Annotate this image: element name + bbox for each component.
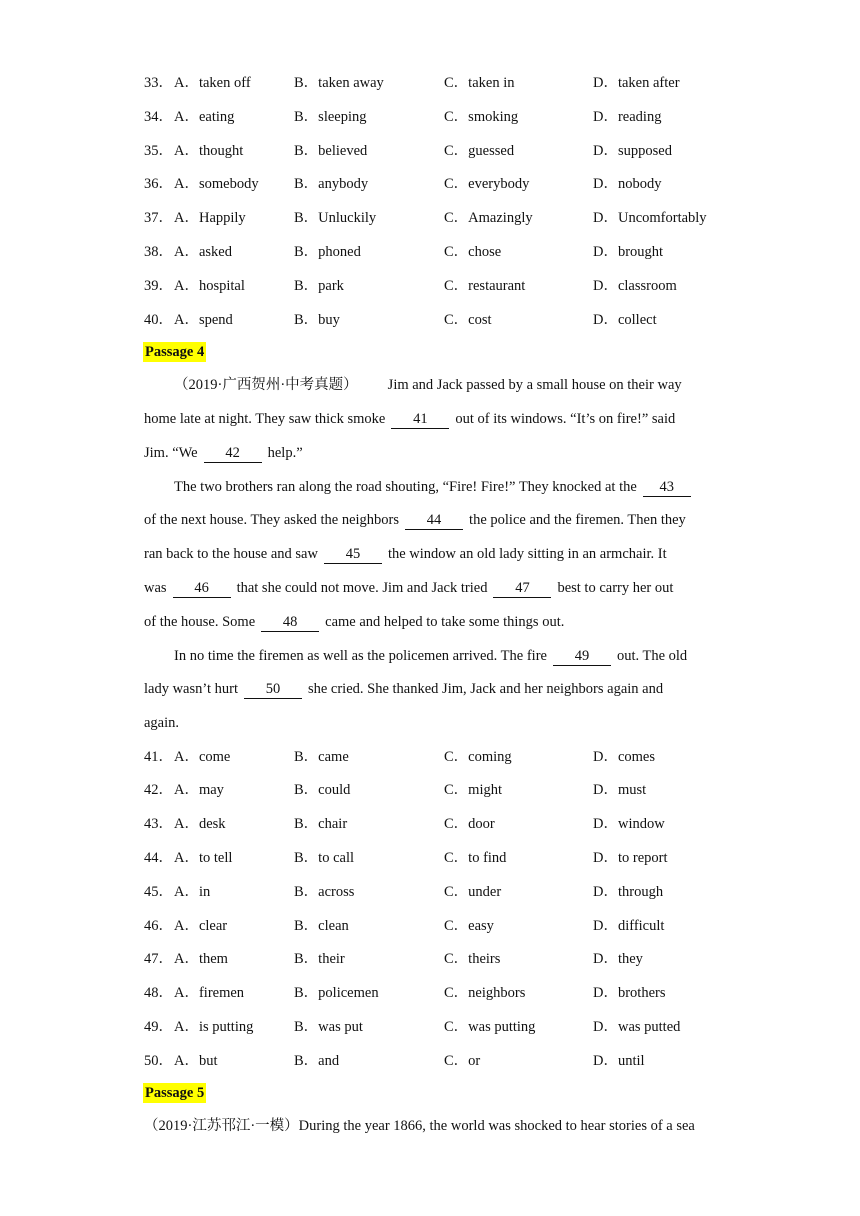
passage-text: out. The old <box>616 648 688 664</box>
option-b: B．anybody <box>294 176 369 192</box>
passage-4-line-3 <box>144 443 303 463</box>
option-a: A．Happily <box>174 210 246 226</box>
option-c: C．Amazingly <box>444 210 533 226</box>
passage-text: came and helped to take some things out. <box>325 614 565 630</box>
option-c: C．guessed <box>444 143 515 159</box>
option-c: C．door <box>444 816 495 832</box>
passage-4-line-9 <box>174 646 687 666</box>
option-d: D．difficult <box>593 918 665 934</box>
option-b: B．Unluckily <box>294 210 377 226</box>
option-c: C．under <box>444 884 502 900</box>
passage-text: of the next house. They asked the neighbors <box>144 512 400 528</box>
passage-text: Jim and Jack passed by a small house on their way <box>387 377 682 393</box>
option-a: A．clear <box>174 918 228 934</box>
question-number: 34． <box>144 109 173 125</box>
blank-43: 43 <box>643 479 691 497</box>
passage-4-line-1 <box>174 375 682 395</box>
option-c: C．cost <box>444 312 492 328</box>
question-number: 49． <box>144 1019 173 1035</box>
blank-48: 48 <box>261 614 319 632</box>
passage-4-line-6 <box>144 544 667 564</box>
option-b: B．was put <box>294 1019 363 1035</box>
option-b: B．clean <box>294 918 349 934</box>
blank-50: 50 <box>244 681 302 699</box>
option-b: B．chair <box>294 816 348 832</box>
option-b: B．believed <box>294 143 368 159</box>
question-number: 44． <box>144 850 173 866</box>
option-row-44 <box>144 848 724 868</box>
option-d: D．nobody <box>593 176 662 192</box>
option-b: B．phoned <box>294 244 361 260</box>
option-b: B．their <box>294 951 345 967</box>
option-a: A．to tell <box>174 850 233 866</box>
passage-source: （2019·广西贺州·中考真题） <box>174 377 358 393</box>
option-row-46 <box>144 916 724 936</box>
option-row-38 <box>144 242 724 262</box>
option-c: C．theirs <box>444 951 501 967</box>
option-b: B．taken away <box>294 75 384 91</box>
option-a: A．may <box>174 782 224 798</box>
option-d: D．brothers <box>593 985 666 1001</box>
question-number: 41． <box>144 749 173 765</box>
option-row-42 <box>144 780 724 800</box>
passage-text: home late at night. They saw thick smoke <box>144 411 386 427</box>
option-row-50 <box>144 1051 724 1071</box>
option-b: B．park <box>294 278 344 294</box>
option-a: A．thought <box>174 143 244 159</box>
passage-text: In no time the firemen as well as the policemen arrived. The fire <box>174 648 547 664</box>
question-number: 40． <box>144 312 173 328</box>
option-d: D．classroom <box>593 278 677 294</box>
option-d: D．until <box>593 1053 645 1069</box>
option-row-35 <box>144 141 724 161</box>
passage-text: help.” <box>267 445 303 461</box>
option-c: C．taken in <box>444 75 515 91</box>
option-row-41 <box>144 747 724 767</box>
passage-text: she cried. She thanked Jim, Jack and her neighbors again and <box>307 681 664 697</box>
question-number: 37． <box>144 210 173 226</box>
passage-text: the police and the firemen. Then they <box>469 512 686 528</box>
blank-44: 44 <box>405 512 463 530</box>
question-number: 39． <box>144 278 173 294</box>
option-c: C．smoking <box>444 109 519 125</box>
passage-5-label: Passage 5 <box>145 1085 205 1101</box>
option-d: D．was putted <box>593 1019 681 1035</box>
option-d: D．taken after <box>593 75 680 91</box>
blank-42: 42 <box>204 445 262 463</box>
blank-45: 45 <box>324 546 382 564</box>
option-b: B．sleeping <box>294 109 367 125</box>
question-number: 38． <box>144 244 173 260</box>
question-number: 36． <box>144 176 173 192</box>
option-a: A．firemen <box>174 985 245 1001</box>
option-a: A．is putting <box>174 1019 254 1035</box>
question-number: 48． <box>144 985 173 1001</box>
option-row-34 <box>144 107 724 127</box>
option-row-33 <box>144 73 724 93</box>
blank-46: 46 <box>173 580 231 598</box>
option-c: C．was putting <box>444 1019 536 1035</box>
option-b: B．to call <box>294 850 355 866</box>
passage-5-line-1: （2019·江苏邗江·一模）During the year 1866, the world was shocked to hear stories of a sea <box>144 1118 695 1134</box>
option-d: D．reading <box>593 109 662 125</box>
option-d: D．to report <box>593 850 668 866</box>
blank-41: 41 <box>391 411 449 429</box>
option-d: D．must <box>593 782 647 798</box>
passage-4-line-11 <box>144 713 179 733</box>
passage-4-line-10 <box>144 679 663 699</box>
passage-4-line-2 <box>144 409 675 429</box>
option-row-37 <box>144 208 724 228</box>
option-row-47 <box>144 949 724 969</box>
passage-4-label: Passage 4 <box>145 344 205 360</box>
passage-text: lady wasn’t hurt <box>144 681 238 697</box>
option-a: A．but <box>174 1053 218 1069</box>
passage-text: that she could not move. Jim and Jack tried <box>236 580 488 596</box>
passage-text: The two brothers ran along the road shouting, “Fire! Fire!” They knocked at the <box>174 479 637 495</box>
passage-4-line-5 <box>144 510 686 530</box>
option-row-49 <box>144 1017 724 1037</box>
passage-text: the window an old lady sitting in an armchair. It <box>387 546 667 562</box>
question-number: 33． <box>144 75 173 91</box>
passage-4-line-4 <box>174 477 697 497</box>
option-b: B．and <box>294 1053 340 1069</box>
option-a: A．them <box>174 951 228 967</box>
option-b: B．buy <box>294 312 340 328</box>
passage-4-line-7 <box>144 578 673 598</box>
passage-text: of the house. Some <box>144 614 256 630</box>
option-row-43 <box>144 814 724 834</box>
option-a: A．desk <box>174 816 226 832</box>
question-number: 50． <box>144 1053 173 1069</box>
option-a: A．asked <box>174 244 232 260</box>
passage-text: best to carry her out <box>557 580 674 596</box>
option-c: C．or <box>444 1053 481 1069</box>
option-c: C．everybody <box>444 176 530 192</box>
option-c: C．restaurant <box>444 278 526 294</box>
passage-text: Jim. “We <box>144 445 198 461</box>
blank-47: 47 <box>493 580 551 598</box>
option-row-45 <box>144 882 724 902</box>
passage-text: again. <box>144 715 180 731</box>
question-number: 35． <box>144 143 173 159</box>
option-d: D．comes <box>593 749 656 765</box>
option-a: A．somebody <box>174 176 259 192</box>
question-number: 42． <box>144 782 173 798</box>
question-number: 47． <box>144 951 173 967</box>
option-row-36 <box>144 174 724 194</box>
option-c: C．to find <box>444 850 507 866</box>
option-row-39 <box>144 276 724 296</box>
option-d: D．supposed <box>593 143 672 159</box>
option-a: A．spend <box>174 312 233 328</box>
passage-text: out of its windows. “It’s on fire!” said <box>455 411 676 427</box>
option-a: A．taken off <box>174 75 251 91</box>
option-d: D．through <box>593 884 664 900</box>
question-number: 45． <box>144 884 173 900</box>
option-row-48 <box>144 983 724 1003</box>
option-c: C．neighbors <box>444 985 526 1001</box>
question-number: 43． <box>144 816 173 832</box>
option-b: B．could <box>294 782 351 798</box>
option-d: D．they <box>593 951 643 967</box>
option-c: C．coming <box>444 749 512 765</box>
option-c: C．chose <box>444 244 502 260</box>
option-a: A．eating <box>174 109 235 125</box>
question-number: 46． <box>144 918 173 934</box>
passage-text: ran back to the house and saw <box>144 546 318 562</box>
option-c: C．might <box>444 782 503 798</box>
passage-4-line-8 <box>144 612 564 632</box>
option-b: B．came <box>294 749 349 765</box>
option-d: D．collect <box>593 312 657 328</box>
option-b: B．policemen <box>294 985 379 1001</box>
option-row-40 <box>144 310 724 330</box>
option-d: D．window <box>593 816 665 832</box>
option-c: C．easy <box>444 918 494 934</box>
option-a: A．in <box>174 884 211 900</box>
option-d: D．brought <box>593 244 664 260</box>
passage-text: was <box>144 580 167 596</box>
option-d: D．Uncomfortably <box>593 210 707 226</box>
blank-49: 49 <box>553 648 611 666</box>
option-a: A．come <box>174 749 231 765</box>
option-a: A．hospital <box>174 278 245 294</box>
option-b: B．across <box>294 884 355 900</box>
